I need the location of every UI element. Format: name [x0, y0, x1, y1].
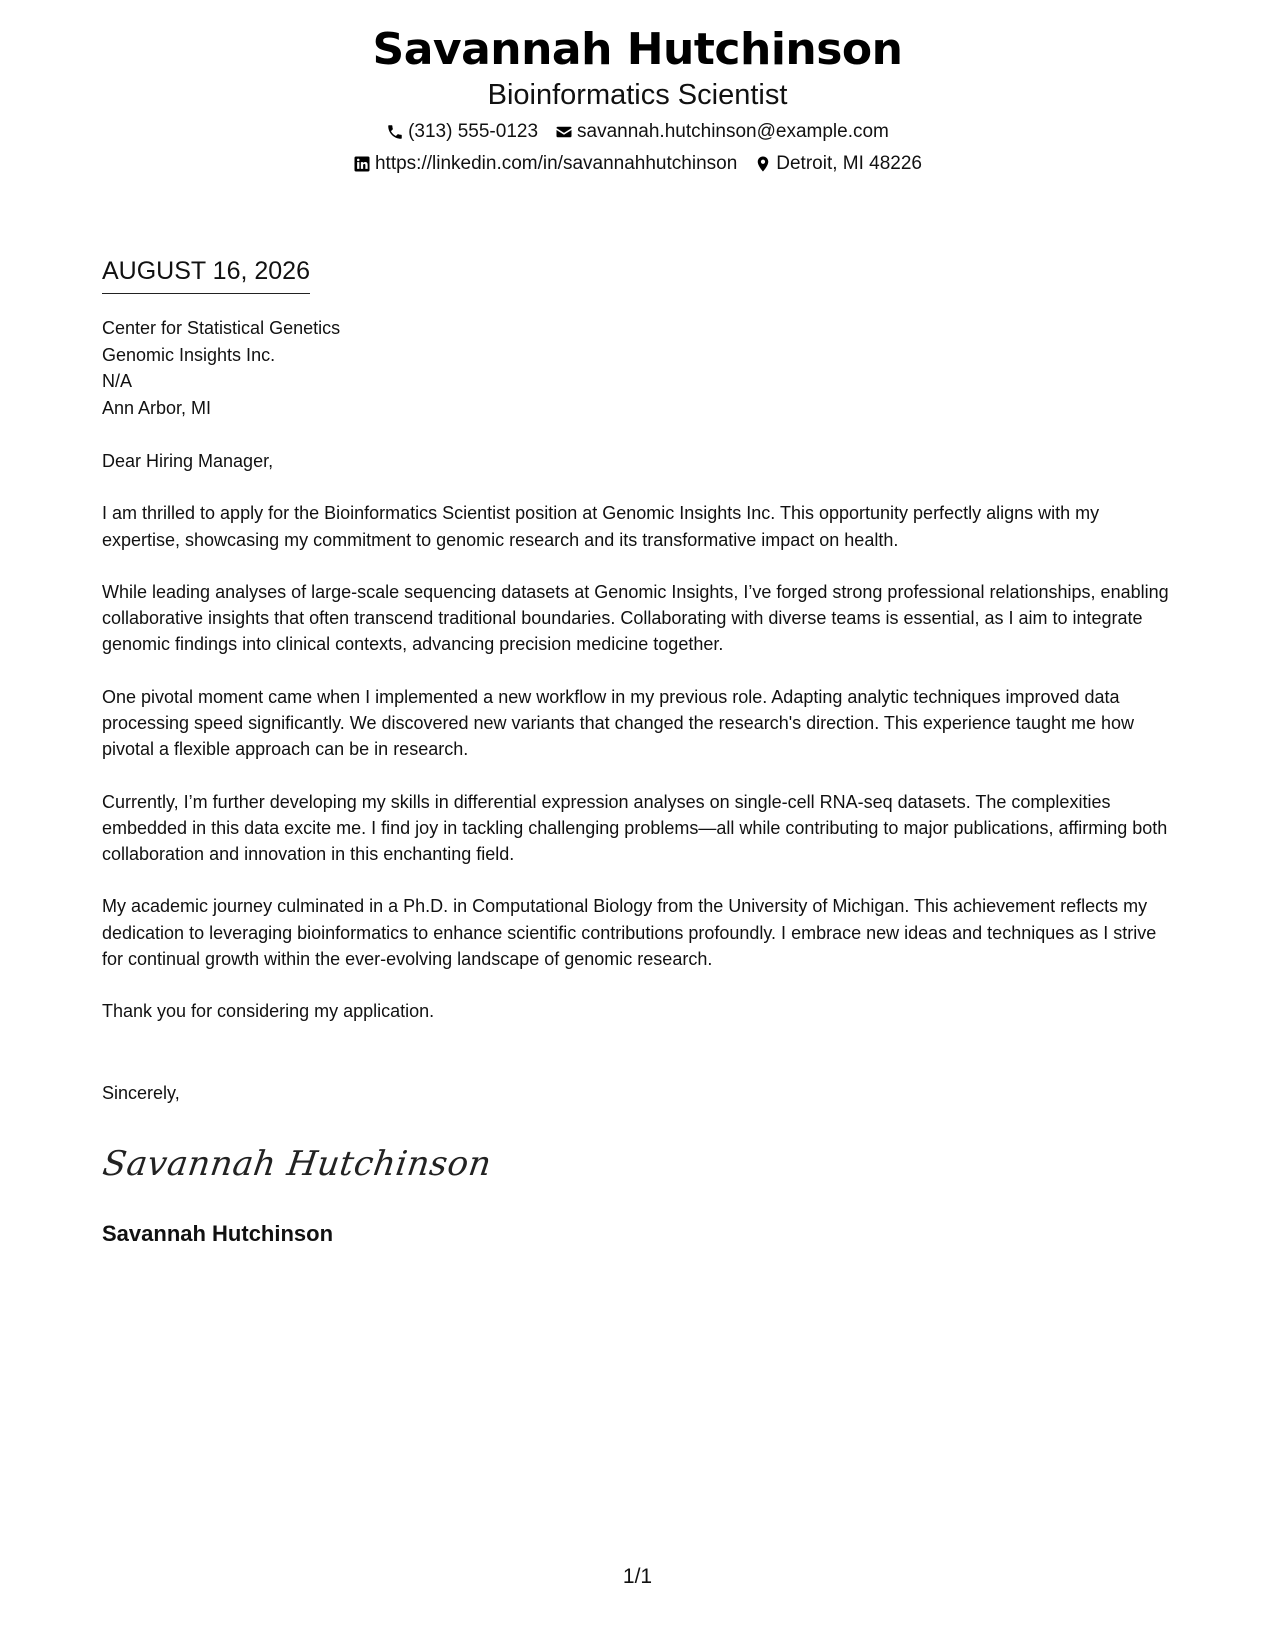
map-marker-icon	[754, 155, 772, 173]
applicant-title: Bioinformatics Scientist	[487, 79, 788, 111]
phone-text: (313) 555-0123	[408, 121, 539, 142]
body-paragraph: Currently, I’m further developing my skills in differential expression analyses on single-cell RNA-seq datasets. The complexities embedded in this data excite me. I find joy in tackling challenging problems—all while contributing to major publications, affirming both collaboration and innovation in this enchanting field.	[102, 791, 1168, 864]
contact-phone	[386, 120, 538, 144]
recipient-line: Genomic Insights Inc.	[102, 344, 276, 365]
recipient-line: Center for Statistical Genetics	[102, 318, 341, 338]
email-link[interactable]: savannah.hutchinson@example.com	[577, 121, 889, 142]
contact-row-2	[0, 152, 1275, 176]
body-paragraph: One pivotal moment came when I implemented a new workflow in my previous role. Adapting analytic techniques improved data processing speed significantly. We discovered new variants that changed the research's direction. This experience taught me how pivotal a flexible approach can be in research.	[102, 686, 1135, 760]
envelope-icon	[555, 123, 573, 141]
body-paragraph: I am thrilled to apply for the Bioinformatics Scientist position at Genomic Insights Inc. This opportunity perfectly aligns with my expertise, showcasing my commitment to genomic research and its transformative impact on health.	[102, 503, 1100, 550]
contact-location	[754, 152, 922, 176]
recipient-line: Ann Arbor, MI	[102, 397, 212, 418]
closing: Sincerely,	[102, 1083, 180, 1103]
applicant-name: Savannah Hutchinson	[372, 24, 903, 75]
body-paragraph: My academic journey culminated in a Ph.D. in Computational Biology from the University of Michigan. This achievement reflects my dedication to leveraging bioinformatics to enhance scientific contributions profoundly. I embrace new ideas and techniques as I strive for continual growth within the ever-evolving landscape of genomic research.	[102, 896, 1157, 969]
contact-email	[555, 120, 889, 144]
letter-header	[0, 22, 1275, 176]
body-paragraph: Thank you for considering my application.	[102, 1001, 435, 1022]
letter-date: AUGUST 16, 2026	[102, 256, 310, 294]
recipient-address	[102, 315, 340, 421]
location-text: Detroit, MI 48226	[776, 153, 923, 174]
body-paragraph: While leading analyses of large-scale sequencing datasets at Genomic Insights, I’ve forged strong professional relationships, enabling collaborative insights that often transcend traditional boundaries. Collaborating with diverse teams is essential, as I aim to integrate genomic findings into clinical contexts, advancing precision medicine together.	[102, 581, 1169, 655]
contact-row-1	[0, 120, 1275, 144]
recipient-line: N/A	[102, 371, 133, 391]
linkedin-link[interactable]: https://linkedin.com/in/savannahhutchinson	[374, 153, 738, 174]
salutation: Dear Hiring Manager,	[102, 451, 274, 471]
handwritten-signature: Savannah Hutchinson	[100, 1144, 494, 1184]
linkedin-icon	[353, 155, 371, 173]
phone-icon	[386, 123, 404, 141]
page-number: 1/1	[622, 1565, 653, 1588]
signer-name: Savannah Hutchinson	[102, 1221, 334, 1246]
letter-body	[102, 448, 1174, 1051]
contact-linkedin	[353, 152, 737, 176]
